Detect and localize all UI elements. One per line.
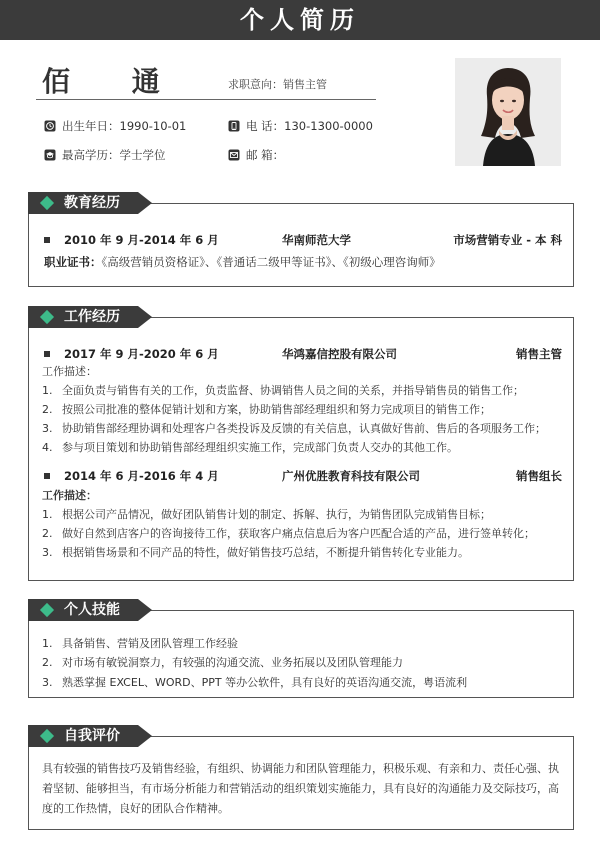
diamond-icon bbox=[40, 310, 54, 324]
education-info bbox=[44, 147, 166, 163]
page-title: 个人简历 bbox=[240, 6, 360, 34]
mail-icon bbox=[228, 149, 240, 161]
job-title: 销售主管 bbox=[516, 347, 562, 361]
graduation-cap-icon bbox=[44, 149, 56, 161]
email-info bbox=[228, 147, 284, 163]
list-item: 1. 根据公司产品情况，做好团队销售计划的制定、拆解、执行，为销售团队完成销售目标； bbox=[42, 508, 491, 521]
self-line: 着坚韧、能够担当，有市场分析能力和营销活动的组织策划实施能力，具有良好的沟通能力及交际技巧，高 bbox=[42, 782, 559, 795]
list-item: 2. 按照公司批准的整体促销计划和方案，协助销售部经理组织和努力完成项目的销售工作； bbox=[42, 403, 491, 416]
list-item: 3. 熟悉掌握 EXCEL、WORD、PPT 等办公软件，具有良好的英语沟通交流，粤语流利 bbox=[42, 676, 468, 689]
job-period: 2014 年 6 月-2016 年 4 月 bbox=[44, 468, 219, 484]
list-item: 1. 全面负责与销售有关的工作，负责监督、协调销售人员之间的关系，并指导销售员的销售工作； bbox=[42, 384, 524, 397]
job-period: 2017 年 9 月-2020 年 6 月 bbox=[44, 346, 219, 362]
education-period: 2010 年 9 月-2014 年 6 月 bbox=[44, 232, 219, 248]
education-major: 市场营销专业 - 本 科 bbox=[453, 233, 562, 247]
email-text: 邮 箱： bbox=[246, 148, 285, 162]
skills-heading: 个人技能 bbox=[28, 599, 138, 621]
list-item: 4. 参与项目策划和协助销售部经理组织实施工作，完成部门负责人交办的其他工作。 bbox=[42, 441, 458, 454]
birth-text: 出生年日：1990-10-01 bbox=[62, 119, 187, 133]
diamond-icon bbox=[40, 603, 54, 617]
candidate-name: 佰 通 bbox=[42, 65, 186, 98]
education-text: 最高学历：学士学位 bbox=[62, 148, 166, 162]
job-company: 广州优胜教育科技有限公司 bbox=[282, 469, 420, 483]
list-item: 2. 对市场有敏锐洞察力，有较强的沟通交流、业务拓展以及团队管理能力 bbox=[42, 656, 403, 669]
phone-text: 电 话：130-1300-0000 bbox=[246, 119, 373, 133]
clock-icon bbox=[44, 120, 56, 132]
job-title: 销售组长 bbox=[516, 469, 562, 483]
job-company: 华鸿嘉信控股有限公司 bbox=[282, 347, 397, 361]
divider bbox=[36, 99, 376, 100]
self-line: 度的工作热情，良好的团队合作精神。 bbox=[42, 802, 229, 815]
diamond-icon bbox=[40, 196, 54, 210]
self-line: 具有较强的销售技巧及销售经验，有组织、协调能力和团队管理能力，积极乐观、有亲和力、责任心强、执 bbox=[42, 762, 559, 775]
job-desc-label: 工作描述： bbox=[42, 365, 97, 378]
work-heading: 工作经历 bbox=[28, 306, 138, 328]
list-item: 3. 根据销售场景和不同产品的特性，做好销售技巧总结，不断提升销售转化专业能力。 bbox=[42, 546, 469, 559]
education-school: 华南师范大学 bbox=[282, 233, 351, 247]
diamond-icon bbox=[40, 729, 54, 743]
job-desc-label: 工作描述： bbox=[42, 489, 97, 502]
phone-icon bbox=[228, 120, 240, 132]
phone-info bbox=[228, 118, 373, 134]
education-heading: 教育经历 bbox=[28, 192, 138, 214]
self-heading: 自我评价 bbox=[28, 725, 138, 747]
list-item: 1. 具备销售、营销及团队管理工作经验 bbox=[42, 637, 238, 650]
list-item: 3. 协助销售部经理协调和处理客户各类投诉及反馈的有关信息，认真做好售前、售后的各项服务工作； bbox=[42, 422, 546, 435]
list-item: 2. 做好自然到店客户的咨询接待工作，获取客户痛点信息后为客户匹配合适的产品，进行签单转化； bbox=[42, 527, 535, 540]
education-certificates: 职业证书：《高级营销员资格证》、《普通话二级甲等证书》、《初级心理咨询师》 bbox=[44, 255, 441, 269]
job-intent: 求职意向：销售主管 bbox=[228, 78, 327, 91]
birth-info bbox=[44, 118, 186, 134]
header-bar bbox=[0, 0, 600, 40]
profile-photo bbox=[455, 58, 561, 166]
